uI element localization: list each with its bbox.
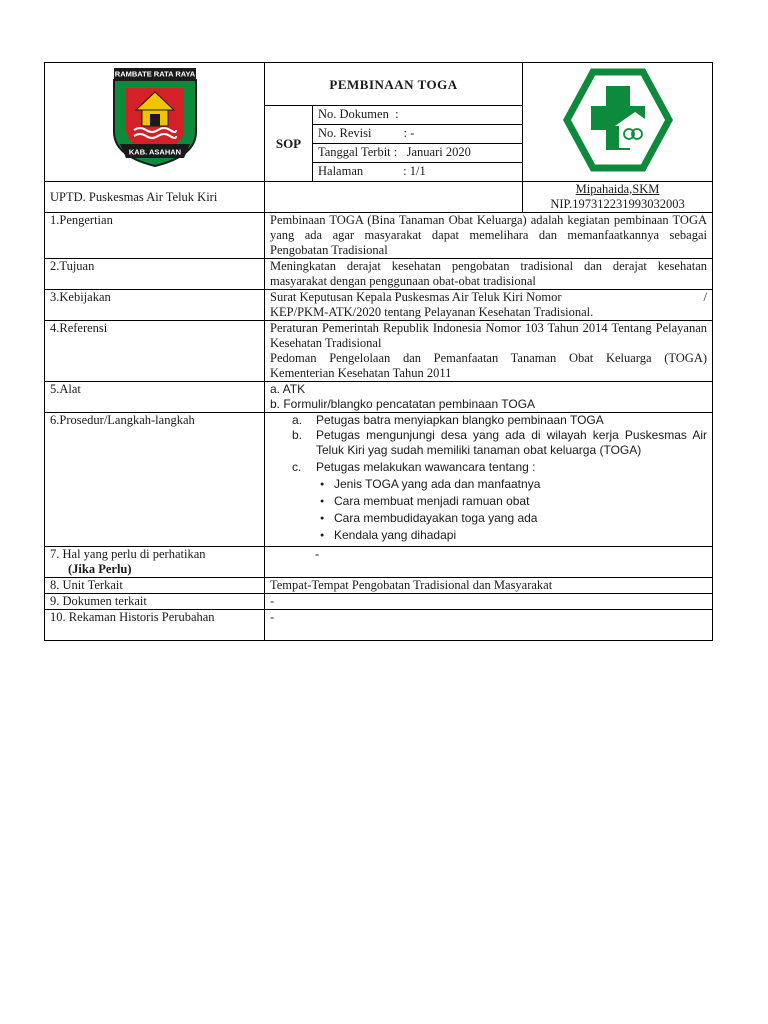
tool-item: b. Formulir/blangko pencatatan pembinaan TOGA bbox=[270, 397, 536, 411]
row-content: Meningkatan derajat kesehatan pengobatan tradisional dan derajat kesehatan masyarakat dengan penggunaan obat-obat tradisional bbox=[265, 259, 713, 290]
unit-blank bbox=[265, 182, 523, 213]
row-label bbox=[45, 547, 265, 578]
emblem-bottom-text: KAB. ASAHAN bbox=[128, 147, 181, 157]
row-value: - bbox=[315, 547, 320, 561]
meta-row bbox=[313, 163, 522, 182]
interview-topic: ● Jenis TOGA yang ada dan manfaatnya bbox=[334, 477, 707, 492]
meta-value: : bbox=[395, 107, 399, 121]
row-kebijakan bbox=[45, 290, 713, 321]
row-pengertian bbox=[45, 213, 713, 259]
row-referensi bbox=[45, 321, 713, 382]
tool-item: a. ATK bbox=[270, 382, 306, 396]
meta-document-no bbox=[313, 106, 522, 125]
interview-topic: ● Cara membudidayakan toga yang ada bbox=[334, 511, 707, 526]
procedure-step bbox=[292, 413, 707, 428]
meta-row bbox=[313, 144, 522, 163]
meta-issue-date bbox=[313, 144, 522, 163]
row-label: 4.Referensi bbox=[45, 321, 265, 382]
row-content bbox=[265, 382, 713, 413]
sop-label: SOP bbox=[265, 106, 313, 182]
meta-revision bbox=[313, 125, 522, 144]
row-content bbox=[265, 547, 713, 578]
row-label: 8. Unit Terkait bbox=[45, 578, 265, 594]
meta-label: No. Dokumen bbox=[318, 107, 389, 121]
document-meta bbox=[313, 106, 523, 182]
emblem-top-text: RAMBATE RATA RAYA bbox=[114, 69, 195, 79]
meta-value: : 1/1 bbox=[403, 164, 426, 178]
row-content: Tempat-Tempat Pengobatan Tradisional dan Masyarakat bbox=[265, 578, 713, 594]
meta-value: Januari 2020 bbox=[406, 145, 471, 159]
sop-document bbox=[44, 62, 712, 641]
row-label-text: 7. Hal yang perlu di perhatikan bbox=[50, 547, 206, 561]
signer-nip: NIP.197312231993032003 bbox=[550, 197, 685, 211]
interview-topic: ● Kendala yang dihadapi bbox=[334, 528, 707, 543]
row-content bbox=[265, 413, 713, 547]
row-label: 5.Alat bbox=[45, 382, 265, 413]
step-marker: b. bbox=[292, 428, 303, 442]
sop-table bbox=[44, 62, 713, 641]
meta-row bbox=[313, 106, 522, 125]
meta-label: Halaman bbox=[318, 164, 364, 178]
step-marker: c. bbox=[292, 460, 302, 474]
regency-logo-cell bbox=[45, 63, 265, 182]
policy-line bbox=[270, 290, 707, 305]
row-label: 6.Prosedur/Langkah-langkah bbox=[45, 413, 265, 547]
reference-item: Pedoman Pengelolaan dan Pemanfaatan Tanaman Obat Keluarga (TOGA) Kementerian Kesehatan Tahun 2011 bbox=[270, 351, 708, 380]
step-text: Petugas melakukan wawancara tentang : bbox=[316, 460, 536, 474]
meta-label: Tanggal Terbit : bbox=[318, 145, 398, 159]
row-hal bbox=[45, 547, 713, 578]
row-content: - bbox=[265, 610, 713, 641]
meta-label: No. Revisi bbox=[318, 126, 372, 140]
step-marker: a. bbox=[292, 413, 303, 427]
puskesmas-cross-icon bbox=[563, 68, 673, 172]
policy-text: Surat Keputusan Kepala Puskesmas Air Teluk Kiri Nomor bbox=[270, 290, 562, 304]
row-rekaman bbox=[45, 610, 713, 641]
row-label: 2.Tujuan bbox=[45, 259, 265, 290]
procedure-steps bbox=[270, 413, 707, 543]
row-label: 9. Dokumen terkait bbox=[45, 594, 265, 610]
reference-item: Peraturan Pemerintah Republik Indonesia Nomor 103 Tahun 2014 Tentang Pelayanan Kesehatan Tradisional bbox=[270, 321, 708, 350]
regency-emblem-icon bbox=[100, 66, 210, 174]
unit-row bbox=[45, 182, 713, 213]
procedure-step bbox=[292, 460, 707, 543]
meta-page bbox=[313, 163, 522, 182]
document-title: PEMBINAAN TOGA bbox=[265, 63, 523, 106]
puskesmas-logo-cell bbox=[523, 63, 713, 182]
row-content bbox=[265, 321, 713, 382]
signer-name: Mipahaida,SKM bbox=[575, 182, 660, 196]
row-label: 3.Kebijakan bbox=[45, 290, 265, 321]
meta-table bbox=[313, 106, 522, 181]
interview-topics bbox=[316, 477, 707, 543]
row-label: 1.Pengertian bbox=[45, 213, 265, 259]
row-label: 10. Rekaman Historis Perubahan bbox=[45, 610, 265, 641]
policy-slash: / bbox=[703, 290, 708, 304]
row-content: Pembinaan TOGA (Bina Tanaman Obat Keluarga) adalah kegiatan pembinaan TOGA yang ada agar masyarakat dapat memelihara dan memanfaatkannya sebagai Pengobatan Tradisional bbox=[265, 213, 713, 259]
row-label-note: (Jika Perlu) bbox=[68, 562, 132, 576]
meta-row bbox=[313, 125, 522, 144]
meta-value: : - bbox=[403, 126, 415, 140]
interview-topic: ● Cara membuat menjadi ramuan obat bbox=[334, 494, 707, 509]
row-content: - bbox=[265, 594, 713, 610]
row-alat bbox=[45, 382, 713, 413]
signer-block bbox=[523, 182, 713, 213]
unit-name: UPTD. Puskesmas Air Teluk Kiri bbox=[45, 182, 265, 213]
policy-text: KEP/PKM-ATK/2020 tentang Pelayanan Kesehatan Tradisional. bbox=[270, 305, 594, 319]
step-text: Petugas batra menyiapkan blangko pembinaan TOGA bbox=[316, 413, 604, 427]
row-dokumen bbox=[45, 594, 713, 610]
step-text: Petugas mengunjungi desa yang ada di wilayah kerja Puskesmas Air Teluk Kiri yag sudah memiliki tanaman obat keluarga (TOGA) bbox=[316, 428, 708, 457]
procedure-step bbox=[292, 428, 708, 458]
row-tujuan bbox=[45, 259, 713, 290]
row-unit-terkait bbox=[45, 578, 713, 594]
row-prosedur bbox=[45, 413, 713, 547]
row-content bbox=[265, 290, 713, 321]
